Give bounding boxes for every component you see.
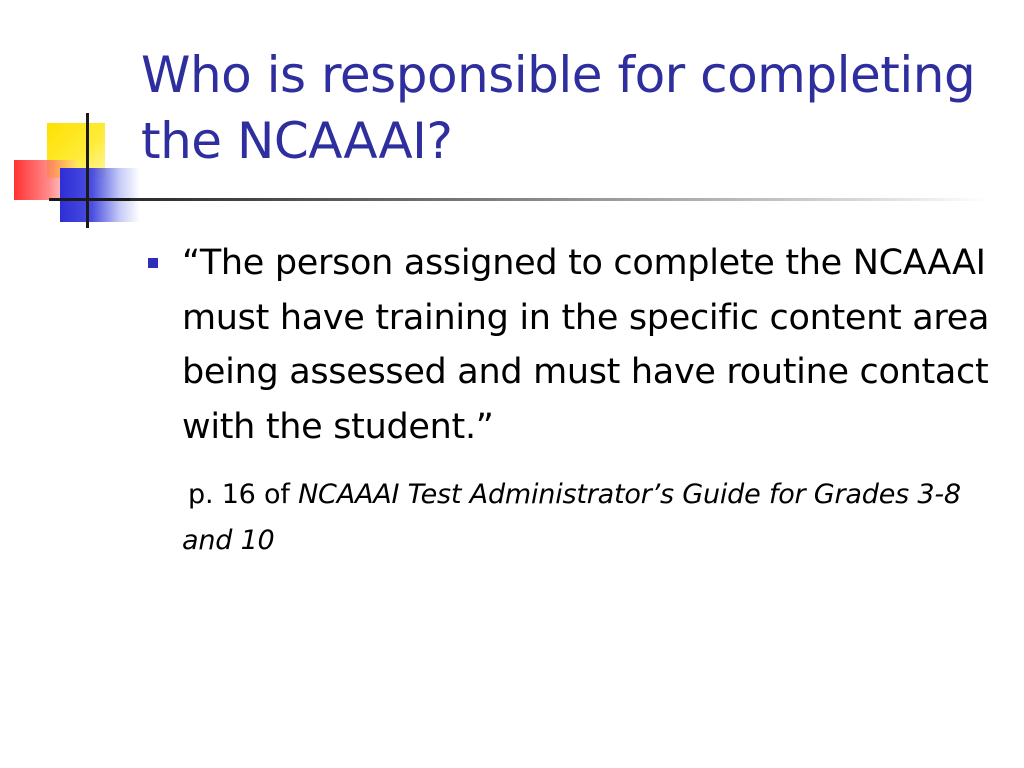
citation-prefix: p. 16 of — [188, 479, 299, 510]
color-squares-logo-icon — [0, 0, 160, 240]
slide-body — [140, 236, 1000, 564]
slide-title: Who is responsible for completing the NCAAAI? — [141, 46, 976, 170]
blue-square — [60, 168, 140, 222]
citation — [140, 472, 1000, 564]
title-underline — [130, 198, 990, 201]
bullet-text: “The person assigned to complete the NCAAAI must have training in the specific content area being assessed and must have routine contact with the student.” — [182, 243, 990, 447]
bullet-item — [140, 236, 1000, 454]
vertical-rule — [86, 113, 89, 228]
citation-source-title: NCAAAI Test Administrator’s Guide for Grades 3-8 and 10 — [182, 479, 961, 556]
square-bullet-icon — [148, 258, 158, 268]
